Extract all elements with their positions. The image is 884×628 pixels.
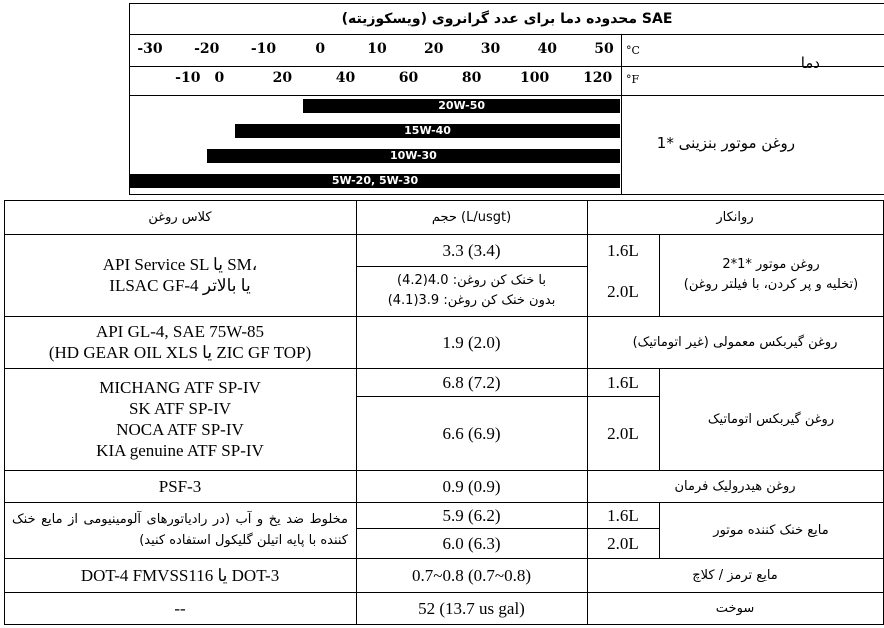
fuel-vol: 52 (13.7 us gal) [418,598,525,618]
oil-row-label: روغن موتور بنزینی *1 [656,134,795,152]
fahrenheit-tick: 100 [520,70,550,86]
engine-oil-class: API Service SL یا SM، ILSAC GF-4 یا بالاتر [102,255,258,295]
celsius-unit: °C [626,44,640,57]
auto-gearbox-vol-1: 6.8 (7.2) [442,372,501,392]
brake-name: مایع ترمز / کلاچ [692,567,778,583]
power-steering-class: PSF-3 [158,476,202,496]
celsius-tick: -30 [137,41,163,57]
brake-vol: 0.7~0.8 (0.7~0.8) [412,565,531,585]
fahrenheit-tick: 0 [214,70,225,86]
manual-gearbox-vol: 1.9 (2.0) [442,332,501,352]
viscosity-bar: 10W-30 [207,149,620,163]
engine-oil-engine-2: 2.0L [607,281,639,301]
lubricant-table [4,200,884,625]
celsius-tick: -10 [250,41,277,57]
celsius-tick: 30 [480,41,501,57]
coolant-engine-2: 2.0L [607,533,639,553]
coolant-vol-2: 6.0 (6.3) [442,533,501,553]
auto-gearbox-class: MICHANG ATF SP-IV SK ATF SP-IV NOCA ATF SP-IV KIA genuine ATF SP-IV [96,378,264,460]
auto-gearbox-vol-2: 6.6 (6.9) [442,423,501,443]
engine-oil-name: روغن موتور *1*2 (تخلیه و پر کردن، با فیلتر روغن) [683,257,859,292]
brake-class: DOT-3 یا DOT-4 FMVSS116 [80,565,280,585]
header-class: کلاس روغن [148,209,212,225]
coolant-class: مخلوط ضد یخ و آب (در رادیاتورهای آلومینیومی از مایع خنک کننده با پایه اتیلن گلیکول استفاده کنید) [12,512,348,548]
viscosity-chart [129,3,884,195]
viscosity-bar: 20W-50 [303,99,620,113]
viscosity-bar: 15W-40 [235,124,620,138]
manual-gearbox-class: API GL-4, SAE 75W-85 (HD GEAR OIL XLS یا ZIC GF TOP) [48,322,312,362]
header-volume: حجم (L/usgt) [431,209,512,225]
auto-gearbox-engine-2: 2.0L [607,423,639,443]
power-steering-name: روغن هیدرولیک فرمان [674,478,796,494]
fuel-name: سوخت [715,600,755,616]
chart-title: محدوده دما برای عدد گرانروی (ویسکوزیته) SAE [130,4,884,35]
fahrenheit-unit: °F [626,73,640,86]
celsius-tick: 40 [537,41,557,57]
temp-row-label: دما [800,54,820,72]
fahrenheit-tick: 60 [398,70,419,86]
auto-gearbox-engine-1: 1.6L [607,372,639,392]
celsius-tick: 20 [424,41,444,57]
coolant-vol-1: 5.9 (6.2) [442,505,501,525]
manual-gearbox-name: روغن گیربکس معمولی (غیر اتوماتیک) [632,334,838,350]
header-lubricant: روانکار [716,209,754,225]
engine-oil-engine-1: 1.6L [607,240,639,260]
celsius-tick: 50 [594,41,614,57]
chart-divider [621,35,622,194]
celsius-tick: -20 [194,41,220,57]
power-steering-vol: 0.9 (0.9) [442,476,501,496]
auto-gearbox-name: روغن گیربکس اتوماتیک [707,411,835,427]
engine-oil-vol-2: با خنک کن روغن: 4.0(4.2) بدون خنک کن روغن: 3.9(4.1) [387,273,556,308]
celsius-tick: 0 [315,41,326,57]
fahrenheit-tick: 120 [583,70,613,86]
chart-divider [130,95,884,96]
fahrenheit-tick: 20 [272,70,293,86]
coolant-name: مایع خنک کننده موتور [713,522,829,538]
celsius-tick: 10 [367,41,387,57]
viscosity-bar: 5W-20, 5W-30 [130,174,620,188]
fahrenheit-tick: 40 [335,70,356,86]
fuel-class: -- [174,598,186,618]
engine-oil-vol-1: 3.3 (3.4) [442,240,501,260]
fahrenheit-tick: -10 [175,70,201,86]
coolant-engine-1: 1.6L [607,505,639,525]
fahrenheit-tick: 80 [461,70,482,86]
